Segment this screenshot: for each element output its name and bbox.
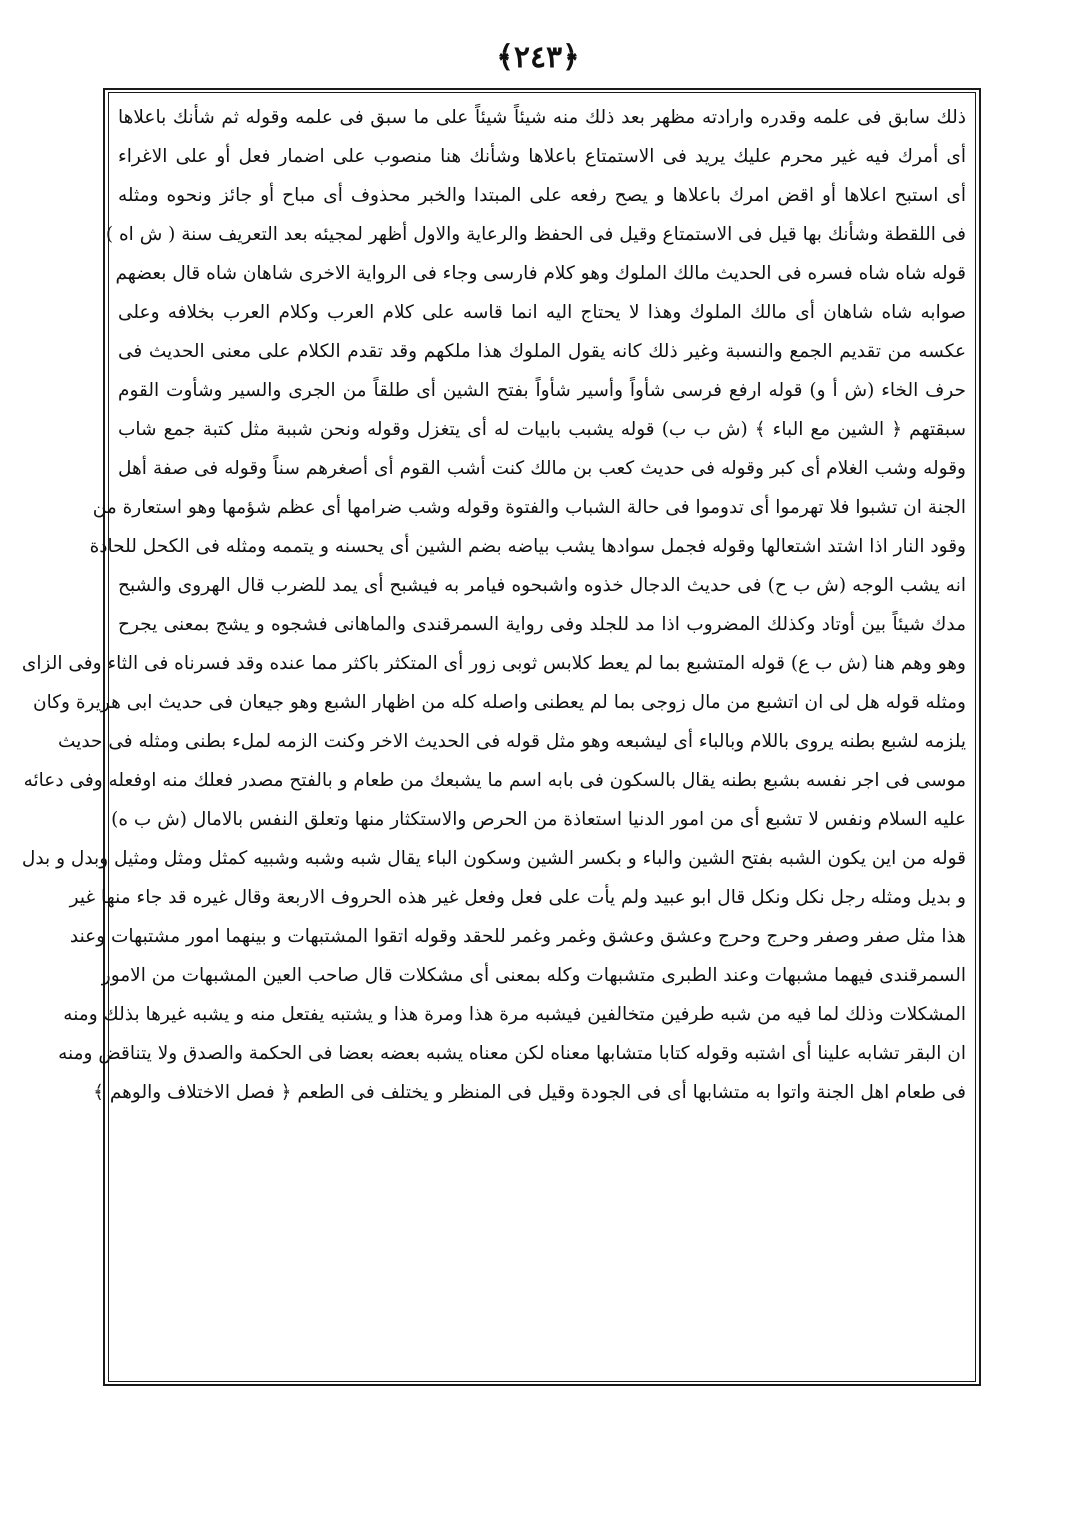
text-line: المشكلات وذلك لما فيه من شبه طرفين متخالفين فيشبه مرة هذا ومرة هذا و يشتبه يفتعل منه و يشبه غيرها بذلك ومنه — [63, 1004, 966, 1025]
text-line: عليه السلام ونفس لا تشبع أى من امور الدنيا استعاذة من الحرص والاستكثار منها وتعلق النفس بالامال (ش ب ه) — [111, 809, 966, 830]
text-line: يلزمه لشبع بطنه يروى باللام وبالباء أى ليشبعه وهو مثل قوله فى الحديث الاخر وكنت الزمه لملء بطنى ومثله فى حديث — [58, 731, 966, 752]
page-number: ﴿٢٤٣﴾ — [496, 40, 580, 75]
text-line: السمرقندى فيهما مشبهات وعند الطبرى متشبهات وكله بمعنى أى مشكلات قال صاحب العين المشبهات من الامور — [101, 965, 966, 986]
text-line: وقود النار اذا اشتد اشتعالها وقوله فجمل سوادها يشب بياضه بضم الشين أى يحسنه و يتممه ومثله فى الكحل للحادة — [89, 536, 966, 557]
text-body — [21, 98, 966, 1378]
text-line: هذا مثل صفر وصفر وحرج وحرج وعشق وعشق وغمر وغمر للحقد وقوله اتقوا المشتبهات و بينهما امور مشتبهات وعند — [69, 926, 966, 947]
text-line: أى استبح اعلاها أو اقض امرك باعلاها و يصح رفعه على المبتدا والخبر محذوف أى مباح أو جائز ونحوه ومثله — [118, 185, 966, 206]
text-line: موسى فى اجر نفسه بشبع بطنه يقال بالسكون فى بابه اسم ما يشبعك من طعام و بالفتح مصدر فعلك منه اوفعله وفى دعائه — [23, 770, 966, 791]
text-line: وهو وهم هنا (ش ب ع) قوله المتشبع بما لم يعط كلابس ثوبى زور أى المتكثر باكثر مما عنده وقد فسرناه فى الثاء وفى الزاى — [21, 653, 966, 674]
text-line: ذلك سابق فى علمه وقدره وارادته مظهر بعد ذلك منه شيئاً شيئاً على ما سبق فى علمه وقوله ثم شأنك باعلاها — [118, 107, 966, 128]
text-line: ان البقر تشابه علينا أى اشتبه وقوله كتابا متشابها معناه لكن معناه يشبه بعضه بعضا فى الحكمة والصدق ولا يتناقض ومنه — [58, 1043, 966, 1064]
text-line: مدك شيئاً بين أوتاد وكذلك المضروب اذا مد للجلد وفى رواية السمرقندى والماهانى فشجوه و يشج بمعنى يجرح — [118, 614, 966, 635]
text-line: عكسه من تقديم الجمع والنسبة وغير ذلك كانه يقول الملوك هذا ملكهم وقد تقدم الكلام على معنى الحديث فى — [118, 341, 966, 362]
text-line: وقوله وشب الغلام أى كبر وقوله فى حديث كعب بن مالك كنت أشب القوم أى أصغرهم سناً وقوله فى صفة أهل — [118, 458, 966, 479]
text-line: انه يشب الوجه (ش ب ح) فى حديث الدجال خذوه واشبحوه فيامر به فيشبح أى يمد للضرب قال الهروى والشبح — [118, 575, 966, 596]
text-line: ومثله قوله هل لى ان اتشبع من مال زوجى بما لم يعطنى واصله كله من اظهار الشبع وهو جيعان فى حديث ابى هريرة وكان — [33, 692, 966, 713]
text-line: و بديل ومثله رجل نكل ونكل قال ابو عبيد ولم يأت على فعل وفعل غير هذه الحروف الاربعة وقال غيره قد جاء منها غير — [69, 887, 966, 908]
text-line: فى اللقطة وشأنك بها قيل فى الاستمتاع وقيل فى الحفظ والرعاية والاول أظهر لمجيئه بعد التعريف سنة ( ش اه ) — [105, 224, 966, 245]
text-line: قوله شاه شاه فسره فى الحديث مالك الملوك وهو كلام فارسى وجاء فى الرواية الاخرى شاهان شاه قال بعضهم — [115, 263, 966, 284]
text-line: الجنة ان تشبوا فلا تهرموا أى تدوموا فى حالة الشباب والفتوة وقوله وشب ضرامها أى عظم شؤمها وهو استعارة من — [92, 497, 966, 518]
text-line: سبقتهم ﴿ الشين مع الباء ﴾ (ش ب ب) قوله يشبب بابيات له أى يتغزل وقوله ونحن شببة مثل كتبة جمع شاب — [118, 419, 966, 440]
text-line: صوابه شاه شاهان أى مالك الملوك وهذا لا يحتاج اليه انما قاسه على كلام العرب وكلام العرب بخلافه وعلى — [118, 302, 966, 323]
text-line: فى طعام اهل الجنة واتوا به متشابها أى فى الجودة وقيل فى المنظر و يختلف فى الطعم ﴿ فصل الاختلاف والوهم ﴾ — [93, 1082, 966, 1103]
text-line: قوله من اين يكون الشبه بفتح الشين والباء و بكسر الشين وسكون الباء يقال شبه وشبه وشبيه كمثل ومثل ومثيل وبدل و بدل — [21, 848, 966, 869]
text-line: أى أمرك فيه غير محرم عليك يريد فى الاستمتاع باعلاها وشأنك هنا منصوب على اضمار فعل أو على الاغراء — [118, 146, 966, 167]
text-line: حرف الخاء (ش أ و) قوله ارفع فرسى شأواً وأسير شأواً بفتح الشين أى طلقاً من الجرى والسير وشأوت القوم — [118, 380, 966, 401]
